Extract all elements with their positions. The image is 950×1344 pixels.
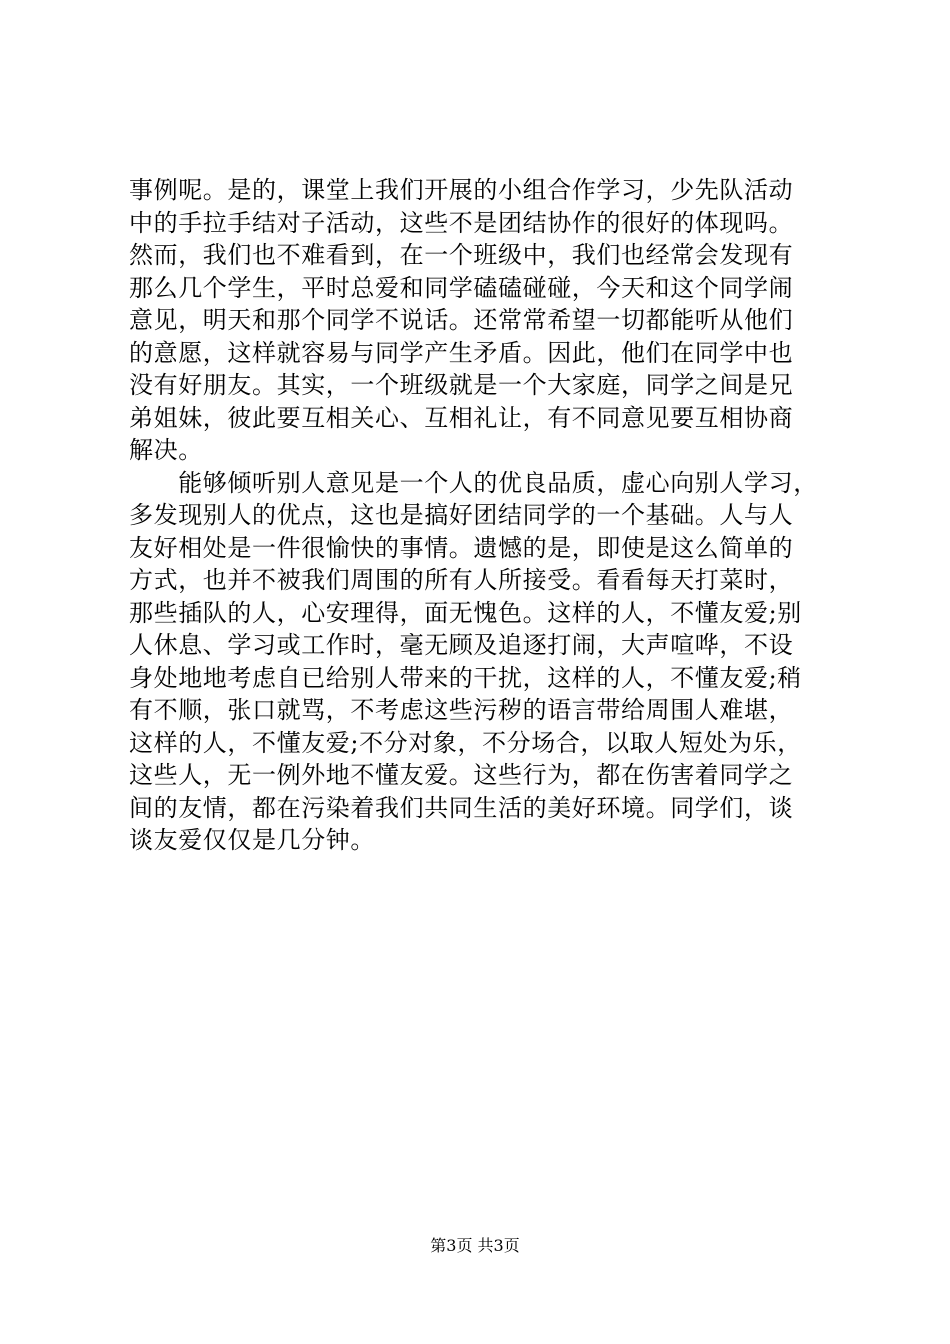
text-line: 意见，明天和那个同学不说话。还常常希望一切都能听从他们 [129,306,794,334]
text-line: 没有好朋友。其实，一个班级就是一个大家庭，同学之间是兄 [129,371,794,399]
text-line: 能够倾听别人意见是一个人的优良品质，虚心向别人学习， [129,468,818,497]
text-line: 这样的人，不懂友爱;不分对象，不分场合，以取人短处为乐， [129,728,802,757]
text-line: 解决。 [129,436,203,464]
text-line: 多发现别人的优点，这也是搞好团结同学的一个基础。人与人 [129,501,794,529]
text-line: 身处地地考虑自已给别人带来的干扰，这样的人，不懂友爱;稍 [129,663,802,692]
text-line: 弟姐妹，彼此要互相关心、互相礼让，有不同意见要互相协商 [129,403,794,432]
text-line: 有不顺，张口就骂，不考虑这些污秽的语言带给周围人难堪， [129,696,794,724]
text-line: 方式，也并不被我们周围的所有人所接受。看看每天打菜时， [129,566,794,594]
text-line: 的意愿，这样就容易与同学产生矛盾。因此，他们在同学中也 [129,338,794,367]
text-line: 中的手拉手结对子活动，这些不是团结协作的很好的体现吗。 [129,208,794,237]
text-line: 这些人，无一例外地不懂友爱。这些行为，都在伤害着同学之 [129,761,794,789]
text-line: 然而，我们也不难看到，在一个班级中，我们也经常会发现有 [129,241,794,269]
text-line: 友好相处是一件很愉快的事情。遗憾的是，即使是这么简单的 [129,533,794,562]
page-number-footer: 第3页 共3页 [430,1236,520,1255]
text-line: 谈友爱仅仅是几分钟。 [129,826,375,854]
text-line: 那么几个学生，平时总爱和同学磕磕碰碰，今天和这个同学闹 [129,273,794,302]
text-line: 人休息、学习或工作时，毫无顾及追逐打闹，大声喧哗，不设 [129,631,794,659]
text-line: 事例呢。是的，课堂上我们开展的小组合作学习，少先队活动 [129,176,794,204]
text-line: 那些插队的人，心安理得，面无愧色。这样的人，不懂友爱;别 [129,598,802,627]
text-line: 间的友情，都在污染着我们共同生活的美好环境。同学们，谈 [129,793,794,822]
body-text [129,174,829,857]
